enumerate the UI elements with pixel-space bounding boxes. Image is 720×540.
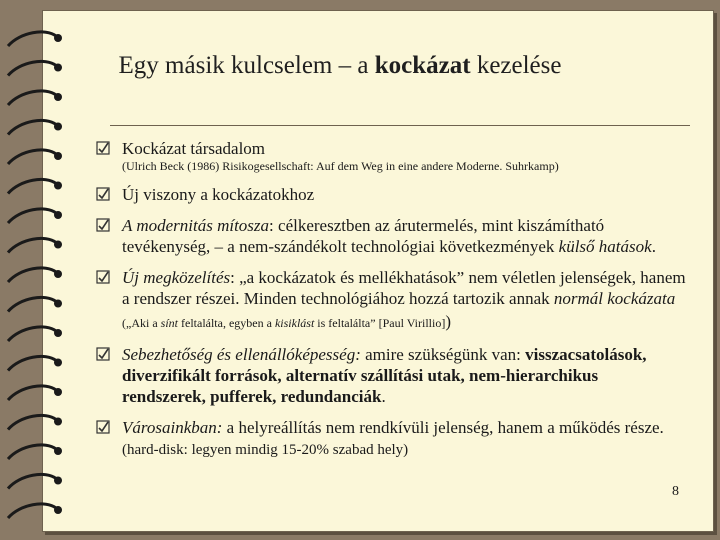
page-number: 8	[672, 484, 679, 499]
bullet-3-text: : célkeresztben az árutermelés, mint kiszámítható tevékenység, – a nem-szándékolt technológiai következmények	[122, 216, 605, 256]
spiral-ring	[8, 120, 56, 134]
ring-hole	[54, 152, 62, 160]
bullet-list	[96, 138, 686, 461]
ring-hole	[54, 447, 62, 455]
ring-hole	[54, 211, 62, 219]
spiral-ring	[8, 61, 56, 75]
bullet-4-text3: feltalálta, egyben a	[178, 316, 275, 330]
spiral-binding	[0, 0, 80, 540]
checkbox-bullet-icon	[96, 347, 110, 361]
title-text-2: kezelése	[470, 52, 562, 79]
spiral-ring	[8, 474, 56, 488]
ring-hole	[54, 388, 62, 396]
spiral-ring	[8, 238, 56, 252]
slide-title	[60, 52, 620, 80]
bullet-4-italic-mid: normál kockázata	[553, 289, 676, 308]
checkbox-bullet-icon	[96, 420, 110, 434]
bullet-3-end: .	[651, 237, 656, 256]
bullet-item-1	[96, 138, 686, 174]
bullet-item-2	[96, 184, 686, 205]
title-divider	[110, 125, 690, 126]
ring-hole	[54, 182, 62, 190]
checkbox-bullet-icon	[96, 218, 110, 232]
ring-hole	[54, 329, 62, 337]
bullet-4-end: )	[445, 312, 451, 331]
bullet-3-italic-lead: A modernitás mítosza	[122, 216, 270, 235]
bullet-item-6	[96, 417, 686, 461]
bullet-item-3	[96, 215, 686, 257]
spiral-ring	[8, 445, 56, 459]
bullet-5-end: .	[381, 387, 386, 406]
checkbox-bullet-icon	[96, 270, 110, 284]
ring-hole	[54, 93, 62, 101]
bullet-4-text: : „a kockázatok és mellékhatások” nem véletlen jelenségek, hanem a rendszer részei. Minden technológiához hozzá tartozik annak	[122, 268, 686, 308]
bullet-6-italic-lead: Városainkban:	[122, 418, 223, 437]
bullet-6-text: a helyreállítás nem rendkívüli jelenség, hanem a működés része.	[222, 418, 664, 437]
bullet-3-italic-tail: külső hatások	[558, 237, 652, 256]
bullet-item-5	[96, 344, 686, 407]
ring-hole	[54, 241, 62, 249]
bullet-2-text: Új viszony a kockázatokhoz	[122, 185, 315, 204]
checkbox-bullet-icon	[96, 141, 110, 155]
ring-hole	[54, 34, 62, 42]
spiral-ring	[8, 91, 56, 105]
bullet-4-italic-lead: Új megközelítés	[122, 268, 231, 287]
bullet-1-subtext: (Ulrich Beck (1986) Risikogesellschaft: Auf dem Weg in eine andere Moderne. Suhrkamp)	[122, 159, 559, 173]
title-bold-word: kockázat	[374, 52, 471, 79]
bullet-1-text: Kockázat társadalom	[122, 139, 266, 158]
bullet-6-note: (hard-disk: legyen mindig 15-20% szabad hely)	[122, 442, 409, 458]
bullet-4-source: [Paul Virillio]	[378, 316, 446, 330]
ring-hole	[54, 418, 62, 426]
bullet-4-italic-kisiklast: kisiklást	[274, 316, 315, 330]
spiral-ring	[8, 150, 56, 164]
ring-hole	[54, 359, 62, 367]
bullet-4-italic-sint: sínt	[160, 316, 178, 330]
spiral-ring	[8, 32, 56, 46]
ring-hole	[54, 506, 62, 514]
ring-hole	[54, 300, 62, 308]
spiral-ring	[8, 179, 56, 193]
spiral-ring	[8, 504, 56, 518]
checkbox-bullet-icon	[96, 187, 110, 201]
ring-hole	[54, 477, 62, 485]
bullet-4-text4: is feltalálta”	[314, 316, 379, 330]
ring-hole	[54, 123, 62, 131]
spiral-ring	[8, 209, 56, 223]
title-text-1: Egy másik kulcselem – a	[118, 52, 375, 79]
bullet-5-italic-lead: Sebezhetőség és ellenállóképesség:	[122, 345, 361, 364]
spiral-ring	[8, 297, 56, 311]
spiral-ring	[8, 386, 56, 400]
spiral-ring	[8, 356, 56, 370]
bullet-5-text: amire szükségünk van:	[360, 345, 526, 364]
bullet-4-text2: („Aki a	[122, 316, 161, 330]
bullet-item-4	[96, 267, 686, 334]
spiral-ring	[8, 268, 56, 282]
spiral-ring	[8, 415, 56, 429]
spiral-ring	[8, 327, 56, 341]
ring-hole	[54, 270, 62, 278]
bullet-5-bold: visszacsatolások, diverzifikált források, alternatív szállítási utak, nem-hierarchikus rendszerek, pufferek, redundanciák	[122, 345, 647, 406]
